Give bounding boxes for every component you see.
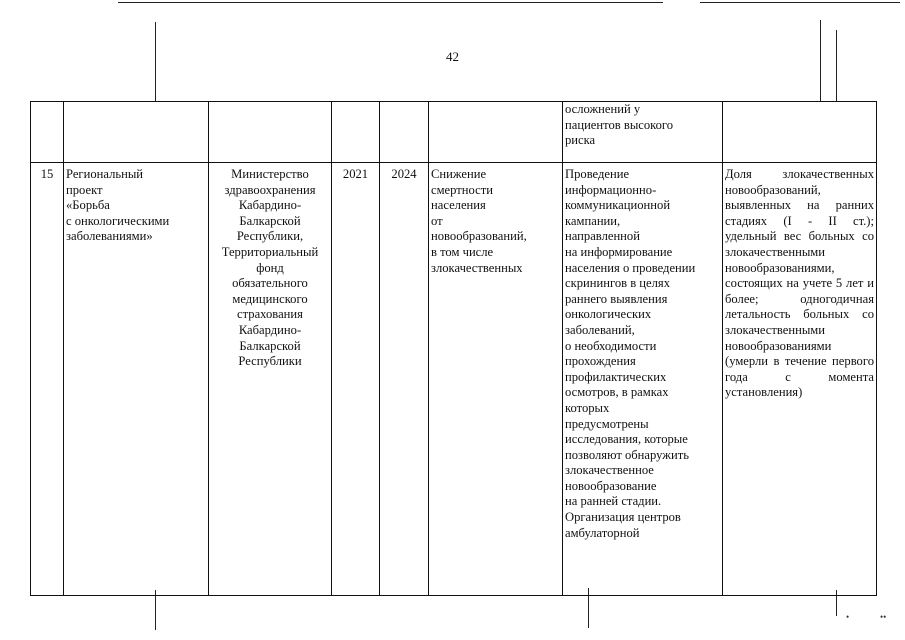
scan-artifact-vertical-left-bottom <box>155 590 156 630</box>
table-row-15 <box>31 163 877 596</box>
cell-executor <box>209 102 332 163</box>
cell-content: Проведение информационно- коммуникационной кампании, направленной на информирование населения о проведении скринингов в целях раннего выявления онкологических заболеваний, о необходимости прохождения профилактических осмотров, в рамках которых предусмотрены исследования, которые позволяют обнаружить злокачественное новообразование на ранней стадии. Организация центров амбулаторной <box>563 163 723 596</box>
cell-start-year <box>332 102 380 163</box>
cell-end-year: 2024 <box>380 163 429 596</box>
scan-artifact-top-line <box>118 2 663 3</box>
cell-result: Снижение смертности населения от новообразований, в том числе злокачественных <box>429 163 563 596</box>
cell-project: Региональный проект «Борьба с онкологическими заболеваниями» <box>64 163 209 596</box>
cell-result <box>429 102 563 163</box>
cell-end-year <box>380 102 429 163</box>
cell-num: 15 <box>31 163 64 596</box>
scan-artifact-vertical-right-2 <box>836 30 837 101</box>
cell-indicators <box>723 102 877 163</box>
program-table <box>30 101 877 596</box>
cell-project <box>64 102 209 163</box>
scan-artifact-top-line-right <box>700 2 900 3</box>
scan-mark: • <box>846 612 850 622</box>
scan-mark: •• <box>880 612 887 622</box>
cell-content: осложнений у пациентов высокого риска <box>563 102 723 163</box>
cell-indicators: Доля злокачественных новообразований, выявленных на ранних стадиях (I - II ст.); удельный вес больных со злокачественными новообразованиями, состоящих на учете 5 лет и более; одногодичная летальность больных со злокачественными новообразованиями (умерли в течение первого года с момента установления) <box>723 163 877 596</box>
cell-start-year: 2021 <box>332 163 380 596</box>
cell-executor: Министерство здравоохранения Кабардино- Балкарской Республики, Территориальный фонд обязательного медицинского страхования Кабардино- Балкарской Республики <box>209 163 332 596</box>
table-row-continued <box>31 102 877 163</box>
cell-num <box>31 102 64 163</box>
page-number: 42 <box>446 49 459 64</box>
